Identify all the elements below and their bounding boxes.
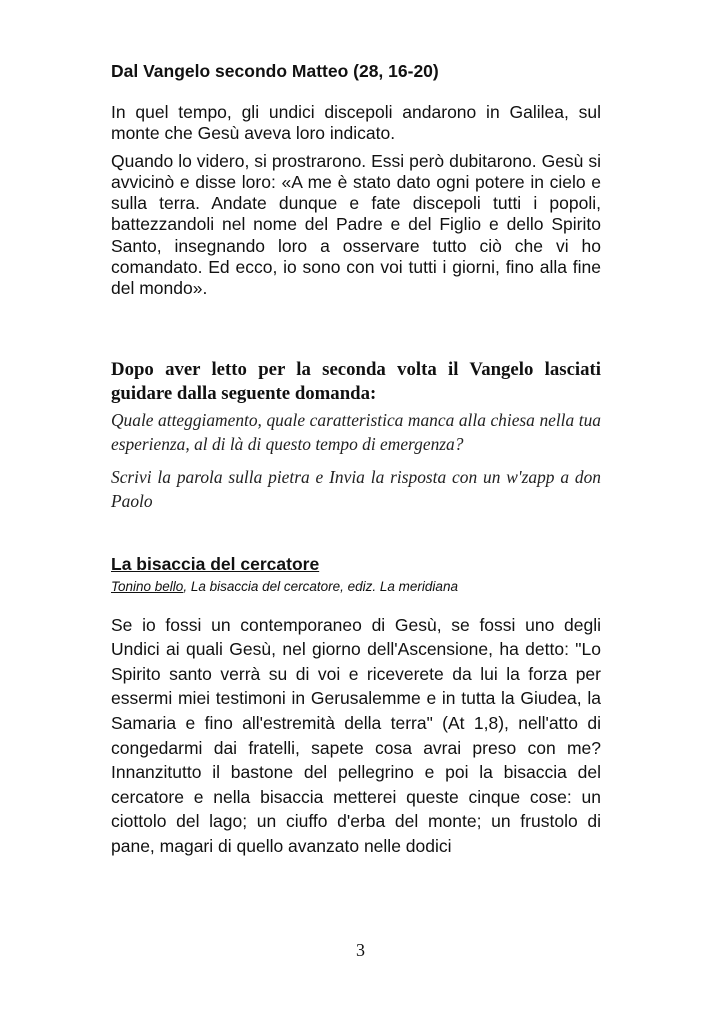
gospel-paragraph-1: In quel tempo, gli undici discepoli andarono in Galilea, sul monte che Gesù aveva loro indicato. xyxy=(111,102,601,144)
reading-source xyxy=(111,578,601,596)
gospel-title: Dal Vangelo secondo Matteo (28, 16-20) xyxy=(111,61,439,81)
reflection-instruction: Scrivi la parola sulla pietra e Invia la risposta con un w'zapp a don Paolo xyxy=(111,466,601,511)
reading-paragraph: Se io fossi un contemporaneo di Gesù, se fossi uno degli Undici ai quali Gesù, nel giorno dell'Ascensione, ha detto: "Lo Spirito santo verrà su di voi e riceverete da lui la forza per essermi miei testimoni in Gerusalemme e in tutta la Giudea, la Samaria e fino all'estremità della terra" (At 1,8), nell'atto di congedarmi dai fratelli, sapete cosa avrai preso con me? Innanzitutto il bastone del pellegrino e poi la bisaccia del cercatore e nella bisaccia metterei queste cinque cose: un ciottolo del lago; un ciuffo d'erba del monte; un frustolo di pane, magari di quello avanzato nelle dodici xyxy=(111,614,601,857)
page-content xyxy=(111,58,601,859)
gospel-paragraph-2: Quando lo videro, si prostrarono. Essi però dubitarono. Gesù si avvicinò e disse loro: «A me è stato dato ogni potere in cielo e sulla terra. Andate dunque e fate discepoli tutti i popoli, battezzandoli nel nome del Padre e del Figlio e dello Spirito Santo, insegnando loro a osservare tutto ciò che vi ho comandato. Ed ecco, io sono con voi tutti i giorni, fino alla fine del mondo». xyxy=(111,150,601,299)
source-details: , La bisaccia del cercatore, ediz. La meridiana xyxy=(183,578,458,594)
page-number: 3 xyxy=(356,940,365,960)
reflection-heading: Dopo aver letto per la seconda volta il Vangelo lasciati guidare dalla seguente domanda: xyxy=(111,358,601,404)
reading-title: La bisaccia del cercatore xyxy=(111,553,320,574)
source-author: Tonino bello xyxy=(111,578,184,594)
reflection-question: Quale atteggiamento, quale caratteristica manca alla chiesa nella tua esperienza, al di là di questo tempo di emergenza? xyxy=(111,409,601,454)
